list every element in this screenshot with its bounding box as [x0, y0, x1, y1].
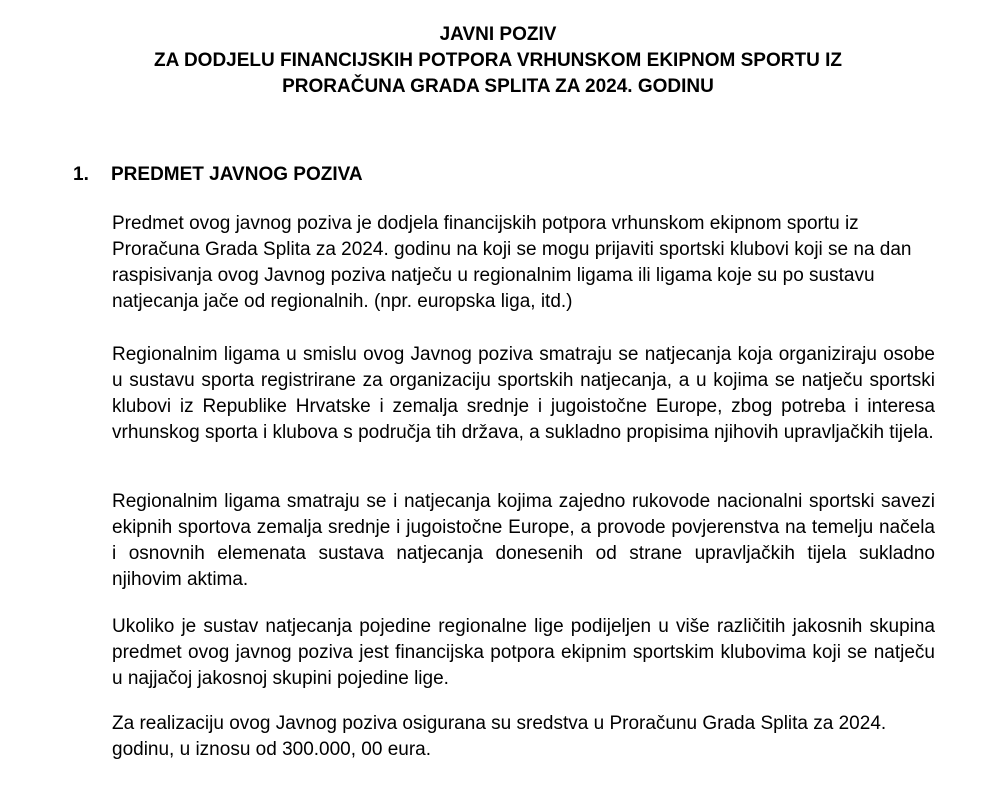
paragraph-funding-amount: Za realizaciju ovog Javnog poziva osigurana su sredstva u Proračunu Grada Splita za 2024. godinu, u iznosu od 300.000, 00 eura.	[112, 713, 887, 760]
document-header	[0, 22, 996, 100]
section-title: PREDMET JAVNOG POZIVA	[111, 164, 363, 185]
header-title: JAVNI POZIV	[439, 24, 557, 45]
section-heading	[73, 163, 363, 187]
header-subtitle-line-1: ZA DODJELU FINANCIJSKIH POTPORA VRHUNSKOM EKIPNOM SPORTU IZ	[154, 50, 842, 71]
section-number: 1.	[73, 164, 89, 185]
header-subtitle-line-2: PRORAČUNA GRADA SPLITA ZA 2024. GODINU	[282, 76, 714, 97]
paragraph-strength-groups: Ukoliko je sustav natjecanja pojedine regionalne lige podijeljen u više različitih jakosnih skupina predmet ovog javnog poziva jest financijska potpora ekipnim sportskim klubovima koji se natječu u najjačoj jakosnoj skupini pojedine lige.	[112, 616, 935, 689]
paragraph-subject: Predmet ovog javnog poziva je dodjela financijskih potpora vrhunskom ekipnom sportu iz Proračuna Grada Splita za 2024. godinu na koji se mogu prijaviti sportski klubovi koji se na dan raspisivanja ovog Javnog poziva natječu u regionalnim ligama ili ligama koje su po sustavu natjecanja jače od regionalnih. (npr. europska liga, itd.)	[112, 213, 912, 312]
paragraph-regional-leagues-definition: Regionalnim ligama u smislu ovog Javnog poziva smatraju se natjecanja koja organiziraju osobe u sustavu sporta registrirane za organizaciju sportskih natjecanja, a u kojima se natječu sportski klubovi iz Republike Hrvatske i zemalja srednje i jugoistočne Europe, zbog potreba i interesa vrhunskog sporta i klubova s područja tih država, a sukladno propisima njihovih upravljačkih tijela.	[112, 344, 935, 443]
paragraph-regional-leagues-federations: Regionalnim ligama smatraju se i natjecanja kojima zajedno rukovode nacionalni sportski savezi ekipnih sportova zemalja srednje i jugoistočne Europe, a provode povjerenstva na temelju načela i osnovnih elemenata sustava natjecanja donesenih od strane upravljačkih tijela sukladno njihovim aktima.	[112, 491, 935, 590]
